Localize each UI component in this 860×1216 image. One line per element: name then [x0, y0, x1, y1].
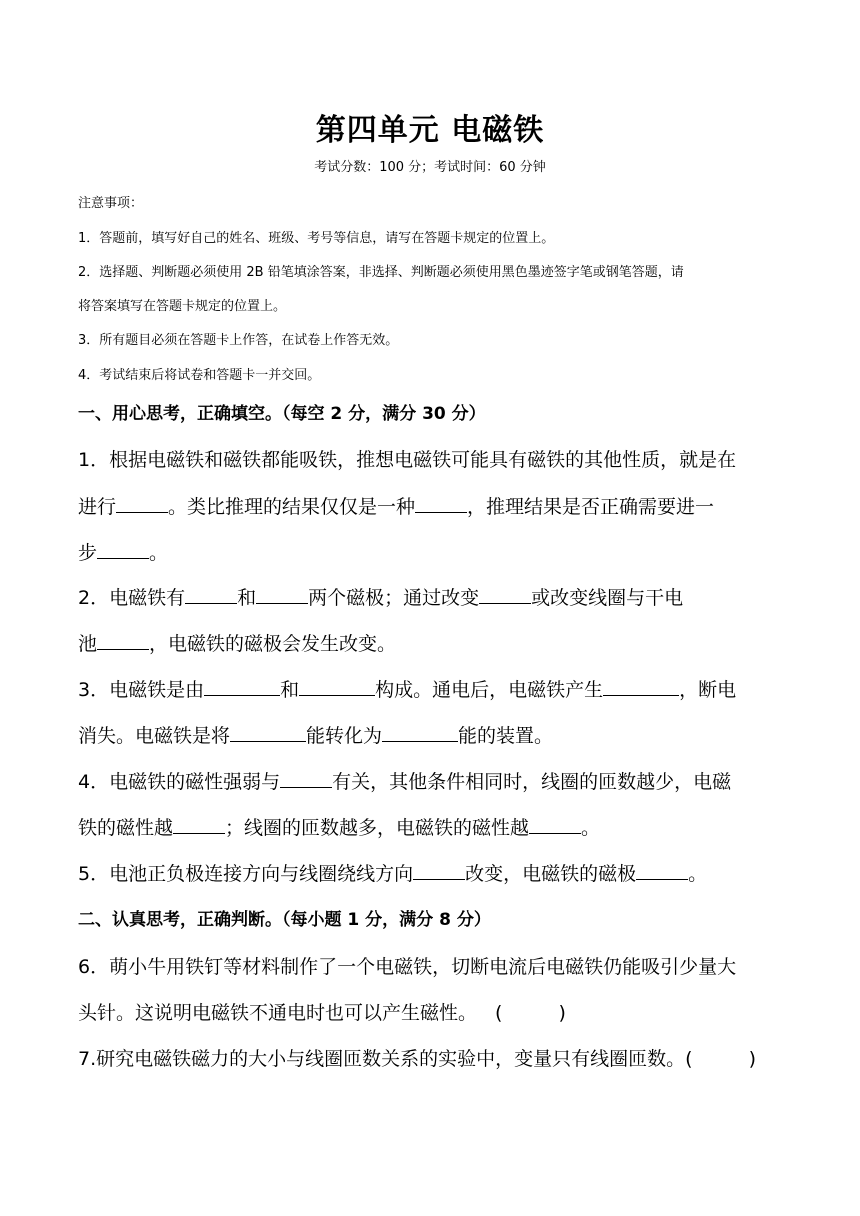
- answer-blank[interactable]: [299, 676, 375, 696]
- answer-blank[interactable]: [173, 814, 225, 834]
- q1-text-3a: 步: [78, 542, 98, 564]
- q6-text-1: 6．萌小牛用铁钉等材料制作了一个电磁铁，切断电流后电磁铁仍能吸引少量大: [78, 956, 737, 978]
- q1-text-2a: 进行: [78, 496, 117, 518]
- q4-text-2a: 铁的磁性越: [78, 817, 174, 839]
- q3-line-1: [78, 675, 736, 702]
- q2-text-2a: 池: [78, 633, 98, 655]
- answer-blank[interactable]: [256, 584, 308, 604]
- q3-text-1d: ，断电: [679, 679, 737, 701]
- q7-answer-paren-open[interactable]: (: [685, 1048, 693, 1070]
- q6-line-2: [78, 998, 566, 1025]
- q3-text-2c: 能的装置。: [458, 725, 554, 747]
- q1-text-3b: 。: [149, 542, 169, 564]
- q3-text-2a: 消失。电磁铁是将: [78, 725, 231, 747]
- q5-text-1c: 。: [688, 863, 708, 885]
- answer-blank[interactable]: [204, 676, 280, 696]
- q1-text-2c: ，推理结果是否正确需要进一: [467, 496, 715, 518]
- q1-text-2b: 。类比推理的结果仅仅是一种: [168, 496, 416, 518]
- answer-blank[interactable]: [529, 814, 581, 834]
- q2-text-1b: 和: [237, 587, 257, 609]
- q6-text-2: 头针。这说明电磁铁不通电时也可以产生磁性。: [78, 1002, 478, 1024]
- answer-blank[interactable]: [185, 584, 237, 604]
- q3-line-2: [78, 721, 553, 748]
- q1-text-1: 1．根据电磁铁和磁铁都能吸铁，推想电磁铁可能具有磁铁的其他性质，就是在: [78, 449, 737, 471]
- q4-text-2b: ；线圈的匝数越多，电磁铁的磁性越: [225, 817, 530, 839]
- note-3: 3．所有题目必须在答题卡上作答，在试卷上作答无效。: [78, 333, 399, 348]
- q7-text-1: 7.研究电磁铁磁力的大小与线圈匝数关系的实验中，变量只有线圈匝数。: [78, 1048, 686, 1070]
- section-1-heading: 一、用心思考，正确填空。（每空 2 分，满分 30 分）: [78, 404, 486, 424]
- q7-answer-paren-close[interactable]: ): [748, 1048, 756, 1070]
- q4-text-1a: 4．电磁铁的磁性强弱与: [78, 771, 281, 793]
- q2-line-2: [78, 629, 396, 656]
- answer-blank[interactable]: [413, 860, 465, 880]
- q6-line-1: [78, 952, 736, 979]
- q1-line-2: [78, 492, 714, 519]
- answer-blank[interactable]: [479, 584, 531, 604]
- answer-blank[interactable]: [382, 722, 458, 742]
- q1-line-3: [78, 538, 168, 565]
- exam-meta: 考试分数：100 分；考试时间：60 分钟: [314, 160, 546, 175]
- answer-blank[interactable]: [280, 768, 332, 788]
- q2-text-2b: ，电磁铁的磁极会发生改变。: [149, 633, 397, 655]
- q3-text-1c: 构成。通电后，电磁铁产生: [375, 679, 604, 701]
- q6-answer-paren-close[interactable]: ): [558, 1002, 566, 1024]
- section-2-heading: 二、认真思考，正确判断。（每小题 1 分，满分 8 分）: [78, 910, 491, 930]
- answer-blank[interactable]: [116, 493, 168, 513]
- notes-heading: 注意事项：: [78, 196, 144, 211]
- answer-blank[interactable]: [603, 676, 679, 696]
- answer-blank[interactable]: [415, 493, 467, 513]
- q1-line-1: [78, 445, 736, 472]
- q3-text-1b: 和: [280, 679, 300, 701]
- answer-blank[interactable]: [97, 630, 149, 650]
- note-2-line-2: 将答案填写在答题卡规定的位置上。: [78, 299, 287, 314]
- answer-blank[interactable]: [636, 860, 688, 880]
- note-4: 4．考试结束后将试卷和答题卡一并交回。: [78, 368, 321, 383]
- q2-line-1: [78, 583, 683, 610]
- note-1: 1．答题前，填写好自己的姓名、班级、考号等信息，请写在答题卡规定的位置上。: [78, 231, 555, 246]
- q4-line-1: [78, 767, 731, 794]
- page-title: 第四单元 电磁铁: [315, 113, 545, 148]
- q2-text-1a: 2．电磁铁有: [78, 587, 186, 609]
- q3-text-1a: 3．电磁铁是由: [78, 679, 205, 701]
- q6-answer-paren-open[interactable]: (: [495, 1002, 503, 1024]
- q4-text-2c: 。: [581, 817, 601, 839]
- q7-line-1: [78, 1044, 756, 1071]
- q4-line-2: [78, 813, 600, 840]
- note-2-line-1: 2．选择题、判断题必须使用 2B 铅笔填涂答案，非选择、判断题必须使用黑色墨迹签字笔或钢笔答题，请: [78, 265, 684, 280]
- q4-text-1b: 有关，其他条件相同时，线圈的匝数越少，电磁: [332, 771, 732, 793]
- q5-line-1: [78, 859, 707, 886]
- q5-text-1a: 5．电池正负极连接方向与线圈绕线方向: [78, 863, 414, 885]
- answer-blank[interactable]: [97, 539, 149, 559]
- answer-blank[interactable]: [230, 722, 306, 742]
- q3-text-2b: 能转化为: [306, 725, 383, 747]
- q2-text-1d: 或改变线圈与干电: [531, 587, 684, 609]
- q5-text-1b: 改变，电磁铁的磁极: [465, 863, 637, 885]
- q2-text-1c: 两个磁极；通过改变: [308, 587, 480, 609]
